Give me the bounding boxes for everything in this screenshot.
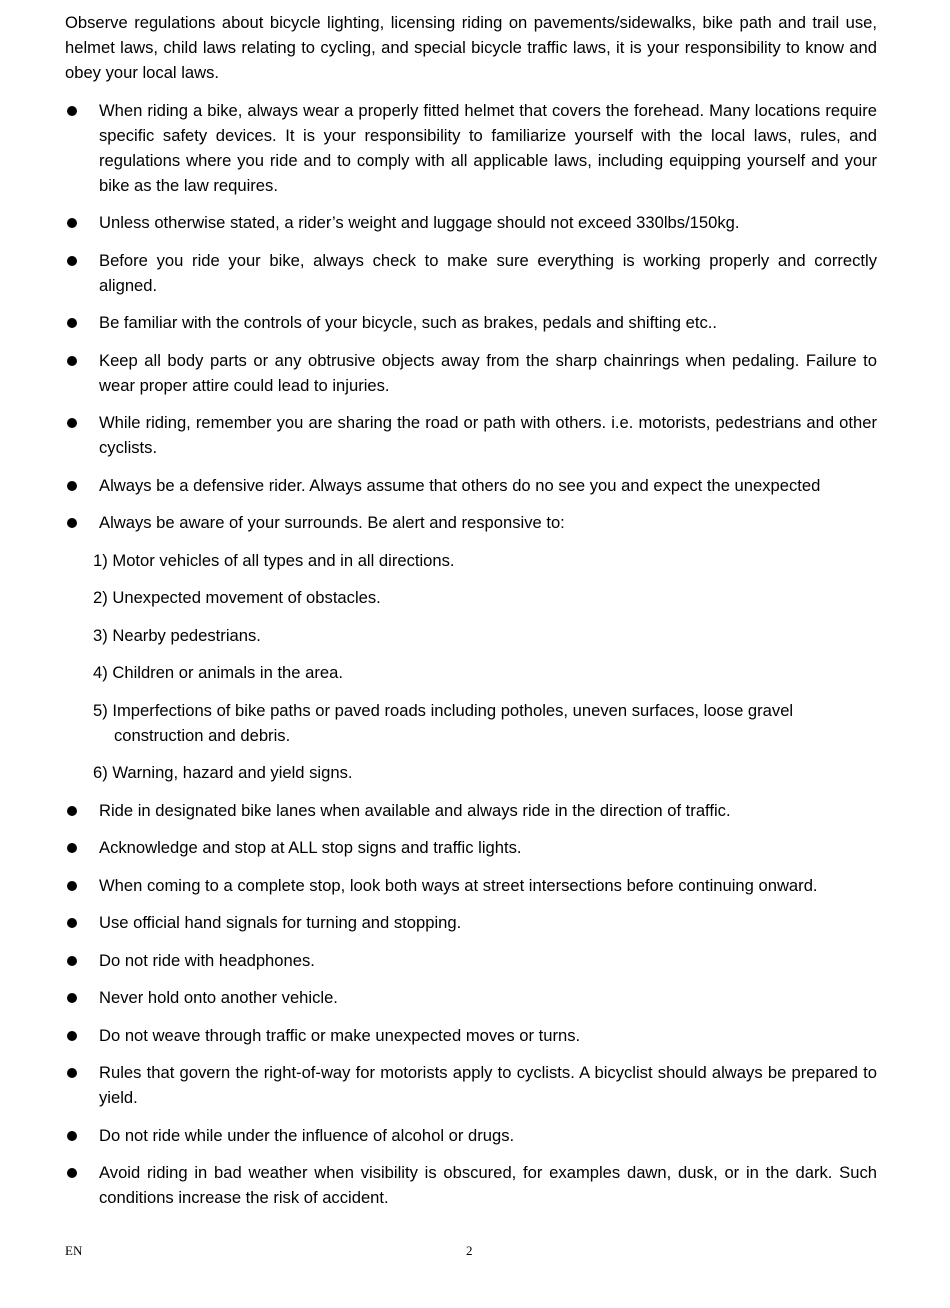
list-item bbox=[65, 210, 877, 235]
list-item bbox=[65, 510, 877, 535]
bullet-icon bbox=[67, 1168, 77, 1178]
sub-list-item-text: 2) Unexpected movement of obstacles. bbox=[93, 588, 381, 607]
document-page bbox=[65, 10, 877, 1223]
bullet-icon bbox=[67, 1068, 77, 1078]
list-item bbox=[65, 410, 877, 460]
bullet-icon bbox=[67, 518, 77, 528]
sub-list-item bbox=[65, 660, 877, 685]
bullet-icon bbox=[67, 418, 77, 428]
list-item-text: When riding a bike, always wear a properly fitted helmet that covers the forehead. Many locations require specific safety devices. It is your responsibility to familiarize yourself with the local laws, rules, and regulations where you ride and to comply with all applicable laws, including equipping yourself and your bike as the law requires. bbox=[99, 100, 877, 195]
sub-list-item-text: 3) Nearby pedestrians. bbox=[93, 625, 261, 645]
bullet-icon bbox=[67, 918, 77, 928]
list-item-text: Ride in designated bike lanes when available and always ride in the direction of traffic. bbox=[99, 800, 731, 820]
list-item bbox=[65, 1060, 877, 1110]
list-item-text: Never hold onto another vehicle. bbox=[99, 988, 338, 1007]
list-item-text: Keep all body parts or any obtrusive objects away from the sharp chainrings when pedaling. Failure to wear proper attire could lead to injuries. bbox=[99, 350, 877, 395]
sub-list-item bbox=[65, 698, 877, 748]
safety-list-a bbox=[65, 98, 877, 536]
list-item bbox=[65, 985, 877, 1010]
list-item-text: Be familiar with the controls of your bicycle, such as brakes, pedals and shifting etc.. bbox=[99, 313, 717, 332]
list-item-text: Always be a defensive rider. Always assume that others do no see you and expect the unexpected bbox=[99, 475, 821, 495]
bullet-icon bbox=[67, 356, 77, 366]
bullet-icon bbox=[67, 956, 77, 966]
bullet-icon bbox=[67, 1031, 77, 1041]
list-item bbox=[65, 1160, 877, 1210]
list-item-text: Rules that govern the right-of-way for motorists apply to cyclists. A bicyclist should always be prepared to yield. bbox=[99, 1063, 877, 1107]
list-item bbox=[65, 910, 877, 935]
page-number: 2 bbox=[466, 1243, 473, 1258]
bullet-icon bbox=[67, 843, 77, 853]
list-item-text: Unless otherwise stated, a rider’s weight and luggage should not exceed 330lbs/150kg. bbox=[99, 213, 740, 232]
bullet-icon bbox=[67, 993, 77, 1003]
sub-list-item-text: 6) Warning, hazard and yield signs. bbox=[93, 763, 353, 782]
list-item bbox=[65, 835, 877, 860]
list-item bbox=[65, 473, 877, 498]
safety-list-b bbox=[65, 798, 877, 1211]
bullet-icon bbox=[67, 806, 77, 816]
list-item bbox=[65, 873, 877, 898]
list-item bbox=[65, 98, 877, 198]
list-item-text: Always be aware of your surrounds. Be alert and responsive to: bbox=[99, 513, 565, 532]
bullet-icon bbox=[67, 881, 77, 891]
list-item-text: Do not ride with headphones. bbox=[99, 950, 315, 970]
intro-paragraph: Observe regulations about bicycle lighting, licensing riding on pavements/sidewalks, bike path and trail use, helmet laws, child laws relating to cycling, and special bicycle traffic laws, it is your responsibility to know and obey your local laws. bbox=[65, 13, 877, 82]
footer-language: EN bbox=[65, 1243, 83, 1258]
sub-list-item bbox=[65, 760, 877, 785]
bullet-icon bbox=[67, 318, 77, 328]
sub-list-item bbox=[65, 548, 877, 573]
list-item bbox=[65, 310, 877, 335]
sub-list-item bbox=[65, 623, 877, 648]
bullet-icon bbox=[67, 1131, 77, 1141]
list-item bbox=[65, 948, 877, 973]
sub-list-item bbox=[65, 585, 877, 610]
list-item-text: Acknowledge and stop at ALL stop signs and traffic lights. bbox=[99, 838, 522, 857]
list-item bbox=[65, 1123, 877, 1148]
list-item-text: When coming to a complete stop, look both ways at street intersections before continuing onward. bbox=[99, 875, 818, 895]
sub-list-item-text: 1) Motor vehicles of all types and in all directions. bbox=[93, 550, 455, 570]
list-item bbox=[65, 248, 877, 298]
list-item-text: Do not ride while under the influence of alcohol or drugs. bbox=[99, 1125, 515, 1145]
list-item bbox=[65, 798, 877, 823]
list-item-text: Before you ride your bike, always check to make sure everything is working properly and correctly aligned. bbox=[99, 250, 877, 295]
bullet-icon bbox=[67, 106, 77, 116]
bullet-icon bbox=[67, 218, 77, 228]
sub-list-item-text: 4) Children or animals in the area. bbox=[93, 663, 343, 682]
sub-list-item-text: 5) Imperfections of bike paths or paved roads including potholes, uneven surfaces, loose gravel construction and debris. bbox=[93, 700, 794, 745]
list-item-text: Use official hand signals for turning and stopping. bbox=[99, 913, 462, 932]
list-item-text: Avoid riding in bad weather when visibility is obscured, for examples dawn, dusk, or in the dark. Such conditions increase the risk of accident. bbox=[99, 1163, 877, 1207]
bullet-icon bbox=[67, 256, 77, 266]
list-item-text: Do not weave through traffic or make unexpected moves or turns. bbox=[99, 1025, 581, 1045]
list-item bbox=[65, 348, 877, 398]
hazard-sub-list bbox=[65, 548, 877, 786]
list-item bbox=[65, 1023, 877, 1048]
bullet-icon bbox=[67, 481, 77, 491]
list-item-text: While riding, remember you are sharing the road or path with others. i.e. motorists, pedestrians and other cyclists. bbox=[99, 413, 877, 457]
